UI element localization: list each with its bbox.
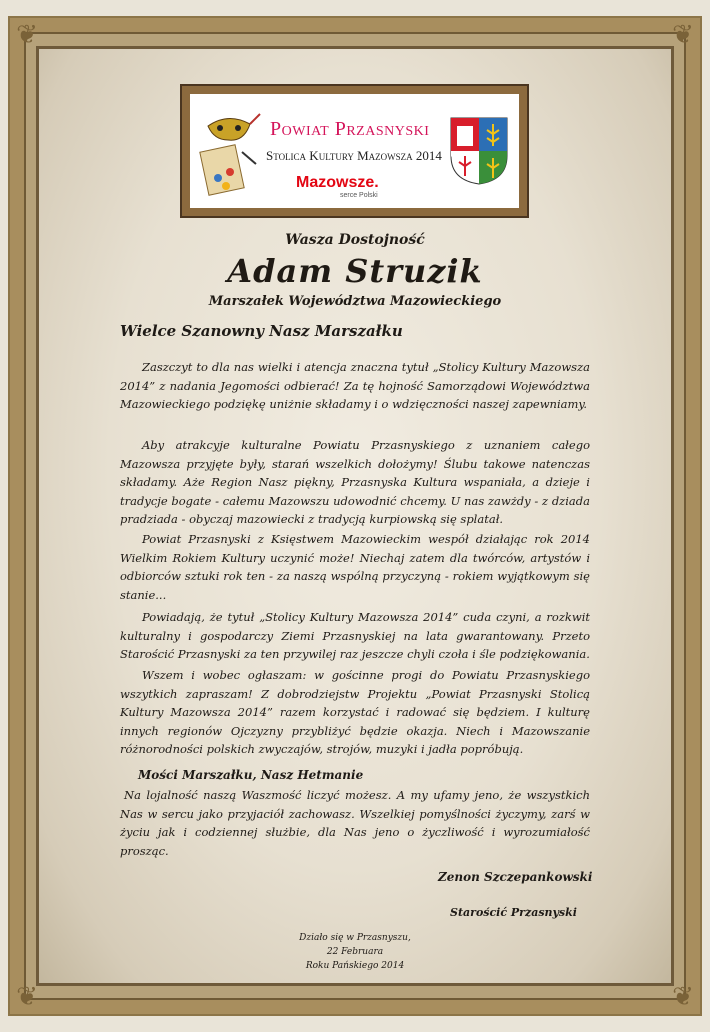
corner-ornament-icon: ❦	[16, 20, 38, 50]
theatre-mask-icon	[198, 108, 264, 200]
dated-line-3: Roku Pańskiego 2014	[305, 961, 405, 971]
logo-brand: Mazowsze.	[296, 174, 379, 191]
logo-tagline: serce Polski	[340, 192, 378, 199]
paragraph-2: Aby atrakcyje kulturalne Powiatu Przasnyskiego z uznaniem całego Mazowsza przyjęte były, starań wszelkich dołożymy! Ślubu takowe natenczas składamy. Aże Region Nasz piękny, Przasnyska Kultura wspaniała, a dzieje i tradycje bogate - całemu Mazowszu udowodnić chcemy. U nas zawżdy - z dziada pradziada - obyczaj mazowiecki z tradycją kurpiowską się splatał.	[120, 438, 590, 526]
salutation	[120, 322, 403, 340]
corner-ornament-icon: ❦	[672, 20, 694, 50]
coat-of-arms-icon	[449, 116, 509, 186]
closing-salutation: Mości Marszałku, Nasz Hetmanie	[138, 768, 364, 782]
signature-name: Zenon Szczepankowski	[438, 870, 593, 884]
dated-line-1: Działo się w Przasnyszu,	[299, 933, 411, 943]
salutation-text: Wielce Szanowny Nasz Marszałku	[120, 322, 403, 340]
paragraph-5: Wszem i wobec ogłaszam: w gościnne progi do Powiatu Przasnyskiego wszytkich zapraszam! Z dobrodziejstw Projektu „Powiat Przasnyski Stolicą Kultury Mazowsza 2014” razem korzystać i radować się będziem. I kulturę innych regionów Ojczyzny przybliżyć będzie okazja. Niech i Mazowszanie różnorodności polskich zwyczajów, strojów, muzyki i jadła popróbują.	[120, 668, 590, 756]
dated-line-2: 22 Februara	[326, 947, 384, 957]
paragraph-1: Zaszczyt to dla nas wielki i atencja znaczna tytuł „Stolicy Kultury Mazowsza 2014” z nadania Jegomości odbierać! Za tę hojność Samorządowi Województwa Mazowieckiego podziękę uniżnie składamy i o wdzięczności naszej zapewniamy.	[120, 360, 590, 411]
paragraph-3: Powiat Przasnyski z Księstwem Mazowieckim wespół działając rok 2014 Wielkim Rokiem Kultury uczynić może! Niechaj zatem dla twórców, artystów i odbiorców sztuki rok ten - za naszą wspólną przyczyną - rokiem wyjątkowym się stanie...	[120, 532, 590, 602]
logo-plaque	[182, 86, 527, 216]
logo-title: Powiat Przasnyski	[270, 118, 430, 140]
signature-title: Starościć Przasnyski	[450, 906, 577, 919]
logo-subtitle: Stolica Kultury Mazowsza 2014	[266, 148, 442, 163]
recipient-office: Marszałek Województwa Mazowieckiego	[208, 294, 502, 309]
dignity-line: Wasza Dostojność	[285, 232, 425, 248]
corner-ornament-icon: ❦	[672, 982, 694, 1012]
recipient-name: Adam Struzik	[227, 252, 483, 290]
corner-ornament-icon: ❦	[16, 982, 38, 1012]
paragraph-4: Powiadają, że tytuł „Stolicy Kultury Mazowsza 2014” cuda czyni, a rozkwit kulturalny i gospodarczy Ziemi Przasnyskiej na lata gwarantowany. Przeto Starościć Przasnyski za ten przywilej raz jeszcze chyli czoła i śle podziękowania.	[120, 610, 590, 661]
closing-paragraph: Na lojalność naszą Waszmość liczyć możesz. A my ufamy jeno, że wszystkich Nas w sercu jako przyjaciół zachowasz. Wszelkiej pomyślności życzymy, zarś w życiu jak i codziennej służbie, dla Nas jeno o życzliwość i wyrozumiałość prosząc.	[120, 788, 590, 858]
